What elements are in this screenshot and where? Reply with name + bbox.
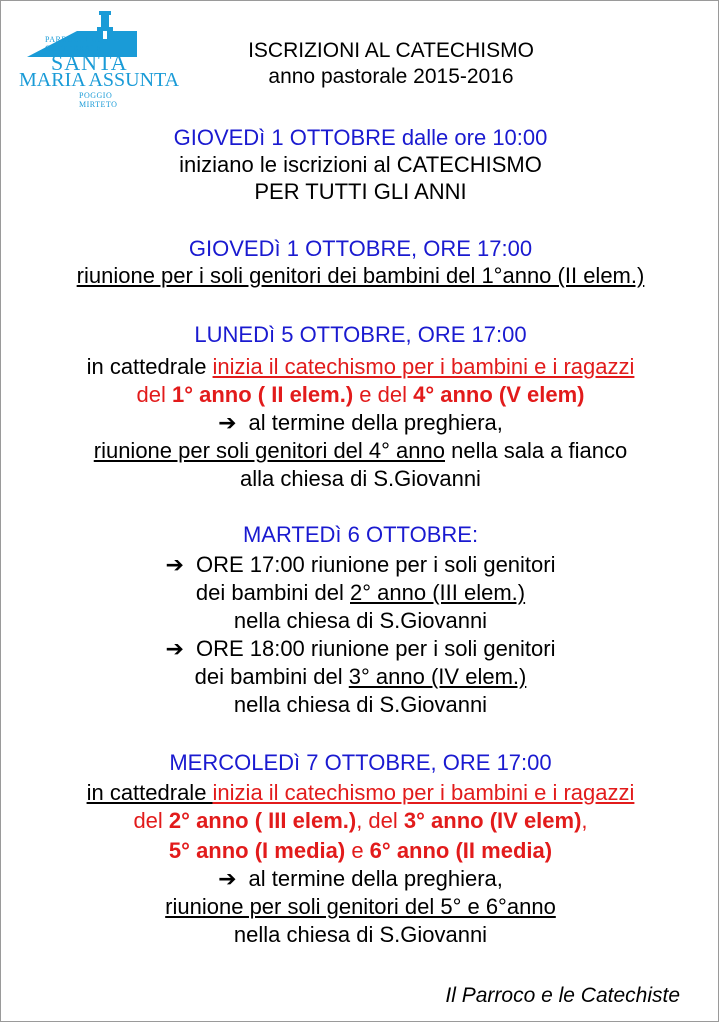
s5-line-3c: 6° anno (II media): [369, 838, 553, 863]
logo-line-santa: SANTA: [51, 50, 128, 75]
s3-line-2b: 1° anno ( II elem.): [171, 382, 354, 407]
s1-line-1: iniziano le iscrizioni al CATECHISMO: [179, 152, 542, 177]
s2-line-1: riunione per i soli genitori dei bambini del 1°anno (II elem.): [76, 263, 645, 288]
s3-date: LUNEDì 5 OTTOBRE, ORE 17:00: [194, 322, 527, 347]
s4-line-5b: 3° anno (IV elem.): [348, 664, 527, 689]
s4-line-1: [1, 552, 720, 578]
s5-line-6: nella chiesa di S.Giovanni: [233, 922, 488, 947]
s3-line-4b: nella sala a fianco: [445, 438, 628, 463]
s4-line-5a: dei bambini del: [194, 664, 349, 689]
s4-line-5: [1, 664, 720, 690]
logo-line-cattedrale: CATTEDRALE: [45, 44, 102, 53]
s5-line-3b: e: [345, 838, 370, 863]
s3-line-5: alla chiesa di S.Giovanni: [240, 466, 481, 491]
s5-line-4: [1, 866, 720, 892]
s5-line-5: riunione per soli genitori del 5° e 6°anno: [165, 894, 556, 919]
s4-date: MARTEDì 6 OTTOBRE:: [242, 522, 479, 547]
s3-line-3: [1, 410, 720, 436]
s5-line-1b: inizia il catechismo per i bambini e i ragazzi: [212, 780, 635, 805]
s4-line-3: nella chiesa di S.Giovanni: [233, 608, 488, 633]
s2-date: GIOVEDì 1 OTTOBRE, ORE 17:00: [188, 236, 533, 261]
s2-line-1-wrap: [1, 263, 720, 289]
s5-line-3a: 5° anno (I media): [168, 838, 346, 863]
s3-line-1a: in cattedrale: [86, 354, 213, 379]
s5-line-2e: ,: [581, 808, 588, 833]
arrow-right-icon: ➔: [218, 866, 237, 891]
s4-line-1-text: ORE 17:00 riunione per i soli genitori: [195, 552, 556, 577]
s5-date: MERCOLEDì 7 OTTOBRE, ORE 17:00: [169, 750, 552, 775]
s1-line-2: PER TUTTI GLI ANNI: [254, 179, 467, 204]
s4-line-6: nella chiesa di S.Giovanni: [233, 692, 488, 717]
s3-line-1b: inizia il catechismo per i bambini e i ragazzi: [212, 354, 635, 379]
s1-date: GIOVEDì 1 OTTOBRE: [173, 125, 396, 150]
logo-line-maria-assunta: MARIA ASSUNTA: [19, 69, 180, 91]
signature: Il Parroco e le Catechiste: [445, 984, 680, 1007]
s3-line-2a: del: [136, 382, 172, 407]
s5-line-2d: 3° anno (IV elem): [403, 808, 582, 833]
s5-line-4-text: al termine della preghiera,: [248, 866, 503, 891]
s4-line-4: [1, 636, 720, 662]
s4-line-2a: dei bambini del: [195, 580, 350, 605]
logo-line-poggio-mirteto: POGGIO MIRTETO: [79, 91, 118, 109]
page-title: ISCRIZIONI AL CATECHISMO: [248, 39, 534, 62]
s5-line-2a: del: [133, 808, 169, 833]
s4-line-2b: 2° anno (III elem.): [350, 580, 526, 605]
page-subtitle: anno pastorale 2015-2016: [268, 65, 514, 88]
parish-logo: [17, 9, 180, 109]
s5-line-3: [1, 838, 720, 864]
s5-line-1a: in cattedrale: [86, 780, 213, 805]
s4-line-2: [1, 580, 720, 606]
s5-line-2: [1, 808, 720, 834]
s5-line-1: [1, 780, 720, 806]
s5-line-2c: , del: [356, 808, 404, 833]
s1-time: dalle ore 10:00: [395, 125, 548, 150]
logo-line-parrocchia: PARROCCHIA: [45, 35, 101, 44]
s3-line-4: [1, 438, 720, 464]
s3-line-1: [1, 354, 720, 380]
s5-line-5-wrap: [1, 894, 720, 920]
s3-line-2d: 4° anno (V elem): [413, 382, 585, 407]
arrow-right-icon: ➔: [165, 552, 184, 577]
arrow-right-icon: ➔: [165, 636, 184, 661]
s4-line-4-text: ORE 18:00 riunione per i soli genitori: [195, 636, 556, 661]
s3-line-2c: e del: [353, 382, 414, 407]
s5-line-2b: 2° anno ( III elem.): [168, 808, 357, 833]
s1-date-line: [1, 125, 720, 151]
s3-line-3-text: al termine della preghiera,: [248, 410, 503, 435]
s3-line-4a: riunione per soli genitori del 4° anno: [93, 438, 445, 463]
s3-line-2: [1, 382, 720, 408]
arrow-right-icon: ➔: [218, 410, 237, 435]
